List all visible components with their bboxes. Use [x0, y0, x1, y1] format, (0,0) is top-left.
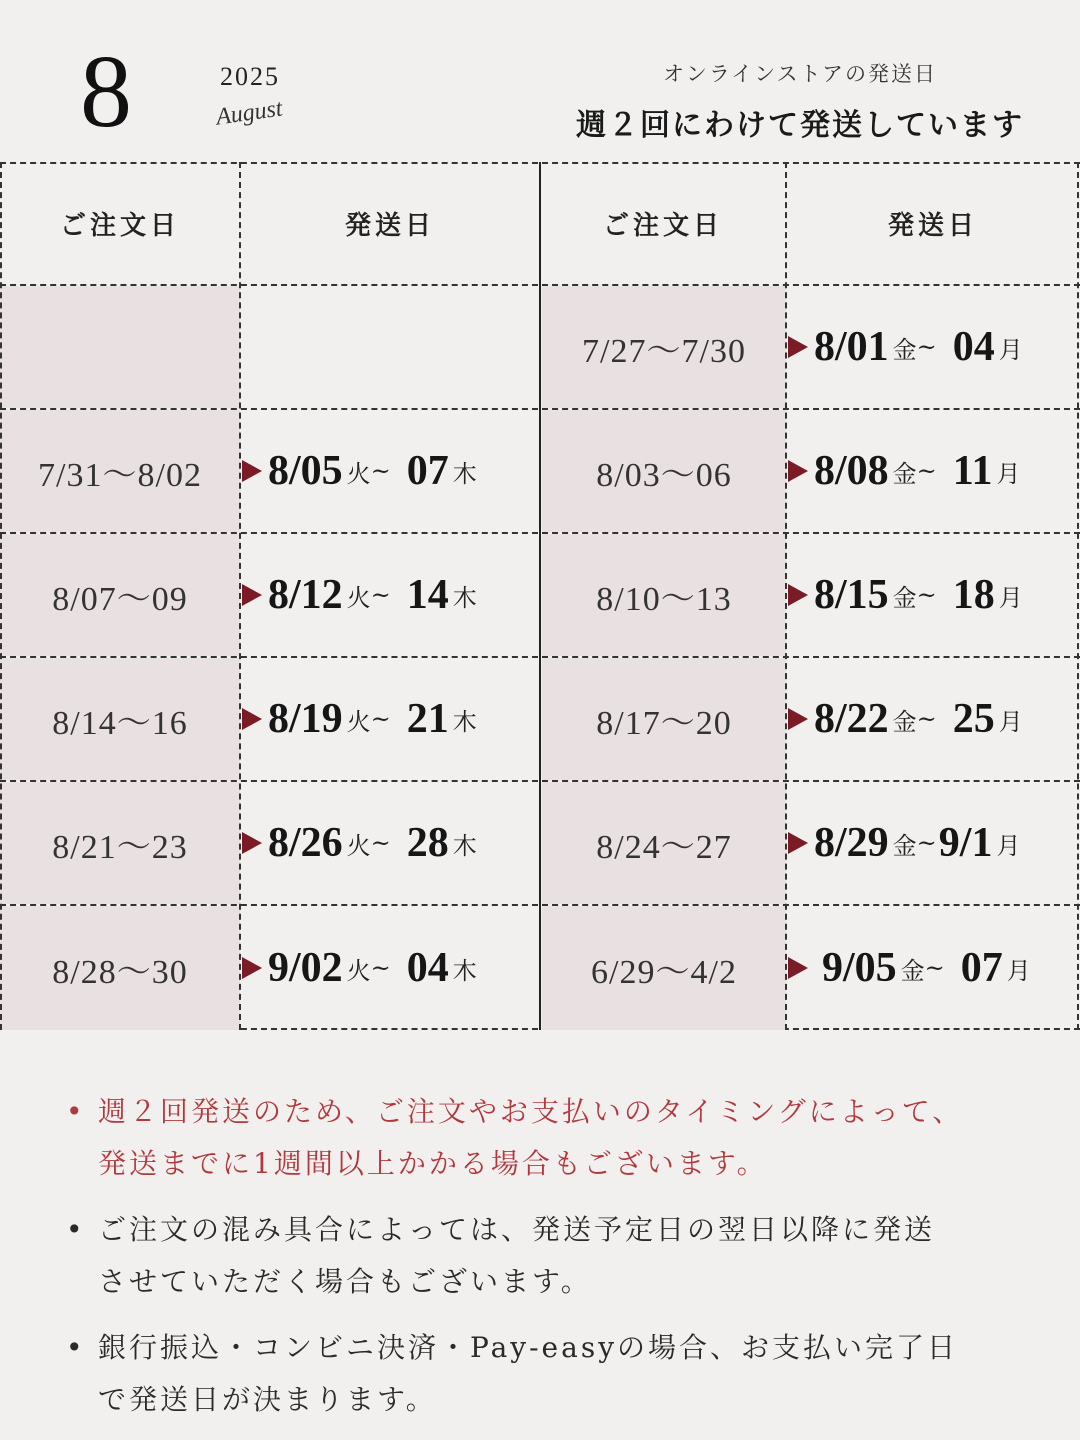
- ship-start-date: 8/12: [268, 572, 343, 618]
- year-label: 2025: [220, 62, 280, 91]
- arrow-right-icon: [242, 460, 262, 482]
- order-date-cell: 8/10～13: [542, 534, 786, 656]
- page-title: 週２回にわけて発送しています: [576, 108, 1024, 143]
- note-line: させていただく場合もございます。: [98, 1265, 592, 1298]
- subheading: オンラインストアの発送日: [662, 62, 938, 86]
- ship-start-date: 8/05: [268, 448, 343, 494]
- ship-end-weekday: 木: [452, 583, 477, 612]
- ship-start-weekday: 金: [892, 831, 917, 860]
- note-item: [66, 1086, 1046, 1190]
- ship-start-weekday: 金: [892, 583, 917, 612]
- ship-start-weekday: 火: [346, 831, 371, 860]
- order-date-cell: 7/31～8/02: [0, 410, 240, 532]
- ship-end-date: 14: [406, 572, 449, 618]
- ship-start-weekday: 金: [900, 956, 925, 985]
- month-number: 8: [80, 34, 132, 149]
- ship-start-weekday: 火: [346, 459, 371, 488]
- range-tilde: ~: [916, 333, 937, 361]
- ship-end-weekday: 月: [998, 707, 1023, 736]
- ship-end-weekday: 木: [452, 707, 477, 736]
- ship-date-cell: [786, 782, 1080, 904]
- ship-start-date: 8/08: [814, 448, 889, 494]
- ship-date-cell: [786, 286, 1080, 408]
- order-date-cell: 8/28～30: [0, 906, 240, 1030]
- note-line: 銀行振込・コンビニ決済・Pay-easyの場合、お支払い完了日: [98, 1331, 959, 1364]
- ship-date-cell: [786, 534, 1080, 656]
- ship-end-date: 07: [960, 945, 1003, 991]
- ship-end-weekday: 月: [996, 459, 1021, 488]
- ship-end-date: 21: [406, 696, 449, 742]
- column-divider: [0, 162, 2, 1030]
- ship-date-cell: [240, 782, 540, 904]
- range-tilde: ~: [916, 581, 937, 609]
- range-tilde: ~: [370, 954, 391, 982]
- bullet-icon: •: [66, 1331, 83, 1364]
- ship-start-weekday: 火: [346, 707, 371, 736]
- ship-end-date: 25: [952, 696, 995, 742]
- range-tilde: ~: [370, 705, 391, 733]
- range-tilde: ~: [916, 705, 937, 733]
- ship-end-weekday: 木: [452, 831, 477, 860]
- ship-end-date: 04: [406, 945, 449, 991]
- note-line: 発送までに1週間以上かかる場合もございます。: [98, 1147, 768, 1180]
- arrow-right-icon: [788, 460, 808, 482]
- ship-date-cell: [240, 658, 540, 780]
- ship-start-date: 8/01: [814, 324, 889, 370]
- arrow-right-icon: [242, 584, 262, 606]
- range-tilde: ~: [370, 457, 391, 485]
- column-header-ship-date-left: 発送日: [344, 210, 435, 241]
- range-tilde: ~: [924, 954, 945, 982]
- ship-end-weekday: 木: [452, 956, 477, 985]
- bullet-icon: •: [66, 1095, 83, 1128]
- arrow-right-icon: [788, 336, 808, 358]
- ship-start-date: 8/26: [268, 820, 343, 866]
- ship-date-cell: [786, 658, 1080, 780]
- ship-date-cell: [240, 534, 540, 656]
- ship-start-weekday: 金: [892, 335, 917, 364]
- arrow-right-icon: [242, 832, 262, 854]
- note-line: 週２回発送のため、ご注文やお支払いのタイミングによって、: [98, 1095, 964, 1128]
- column-header-ship-date-right: 発送日: [887, 210, 978, 241]
- ship-date-cell: [240, 906, 540, 1030]
- ship-end-date: 07: [406, 448, 449, 494]
- note-item: [66, 1322, 1046, 1426]
- arrow-right-icon: [788, 957, 808, 979]
- column-divider: [785, 162, 787, 1030]
- order-date-cell: [0, 286, 240, 408]
- ship-end-date: 04: [952, 324, 995, 370]
- ship-end-weekday: 月: [996, 831, 1021, 860]
- ship-start-weekday: 火: [346, 583, 371, 612]
- range-tilde: ~: [370, 581, 391, 609]
- bullet-icon: •: [66, 1213, 83, 1246]
- arrow-right-icon: [788, 708, 808, 730]
- order-date-cell: 8/24～27: [542, 782, 786, 904]
- order-date-cell: 8/03～06: [542, 410, 786, 532]
- ship-end-weekday: 木: [452, 459, 477, 488]
- ship-start-date: 8/19: [268, 696, 343, 742]
- order-date-cell: 6/29～4/2: [542, 906, 786, 1030]
- column-divider: [239, 162, 241, 1030]
- ship-end-date: 9/1: [938, 820, 993, 866]
- ship-date-cell: [786, 906, 1080, 1030]
- order-date-cell: 8/14～16: [0, 658, 240, 780]
- range-tilde: ~: [370, 829, 391, 857]
- notes-list: [66, 1086, 1046, 1440]
- ship-date-cell: [240, 410, 540, 532]
- column-header-order-date-left: ご注文日: [59, 210, 180, 241]
- note-item: [66, 1204, 1046, 1308]
- range-tilde: ~: [916, 829, 937, 857]
- arrow-right-icon: [788, 832, 808, 854]
- ship-start-weekday: 火: [346, 956, 371, 985]
- ship-end-weekday: 月: [998, 583, 1023, 612]
- ship-start-date: 9/02: [268, 945, 343, 991]
- column-header-order-date-right: ご注文日: [602, 210, 723, 241]
- arrow-right-icon: [242, 957, 262, 979]
- range-tilde: ~: [916, 457, 937, 485]
- shipping-schedule-table: [0, 162, 1080, 1030]
- column-divider: [1077, 162, 1079, 1030]
- ship-end-weekday: 月: [998, 335, 1023, 364]
- ship-end-weekday: 月: [1006, 956, 1031, 985]
- center-divider: [539, 162, 541, 1030]
- note-line: ご注文の混み具合によっては、発送予定日の翌日以降に発送: [98, 1213, 936, 1246]
- ship-start-date: 8/29: [814, 820, 889, 866]
- ship-start-date: 8/22: [814, 696, 889, 742]
- note-line: で発送日が決まります。: [98, 1383, 437, 1416]
- ship-end-date: 28: [406, 820, 449, 866]
- ship-start-date: 8/15: [814, 572, 889, 618]
- ship-date-cell: [786, 410, 1080, 532]
- ship-start-weekday: 金: [892, 707, 917, 736]
- arrow-right-icon: [788, 584, 808, 606]
- ship-start-weekday: 金: [892, 459, 917, 488]
- ship-start-date: 9/05: [822, 945, 897, 991]
- ship-end-date: 18: [952, 572, 995, 618]
- arrow-right-icon: [242, 708, 262, 730]
- order-date-cell: 8/07～09: [0, 534, 240, 656]
- order-date-cell: 8/21～23: [0, 782, 240, 904]
- order-date-cell: 8/17～20: [542, 658, 786, 780]
- ship-end-date: 11: [952, 448, 993, 494]
- month-name: August: [214, 95, 285, 131]
- order-date-cell: 7/27～7/30: [542, 286, 786, 408]
